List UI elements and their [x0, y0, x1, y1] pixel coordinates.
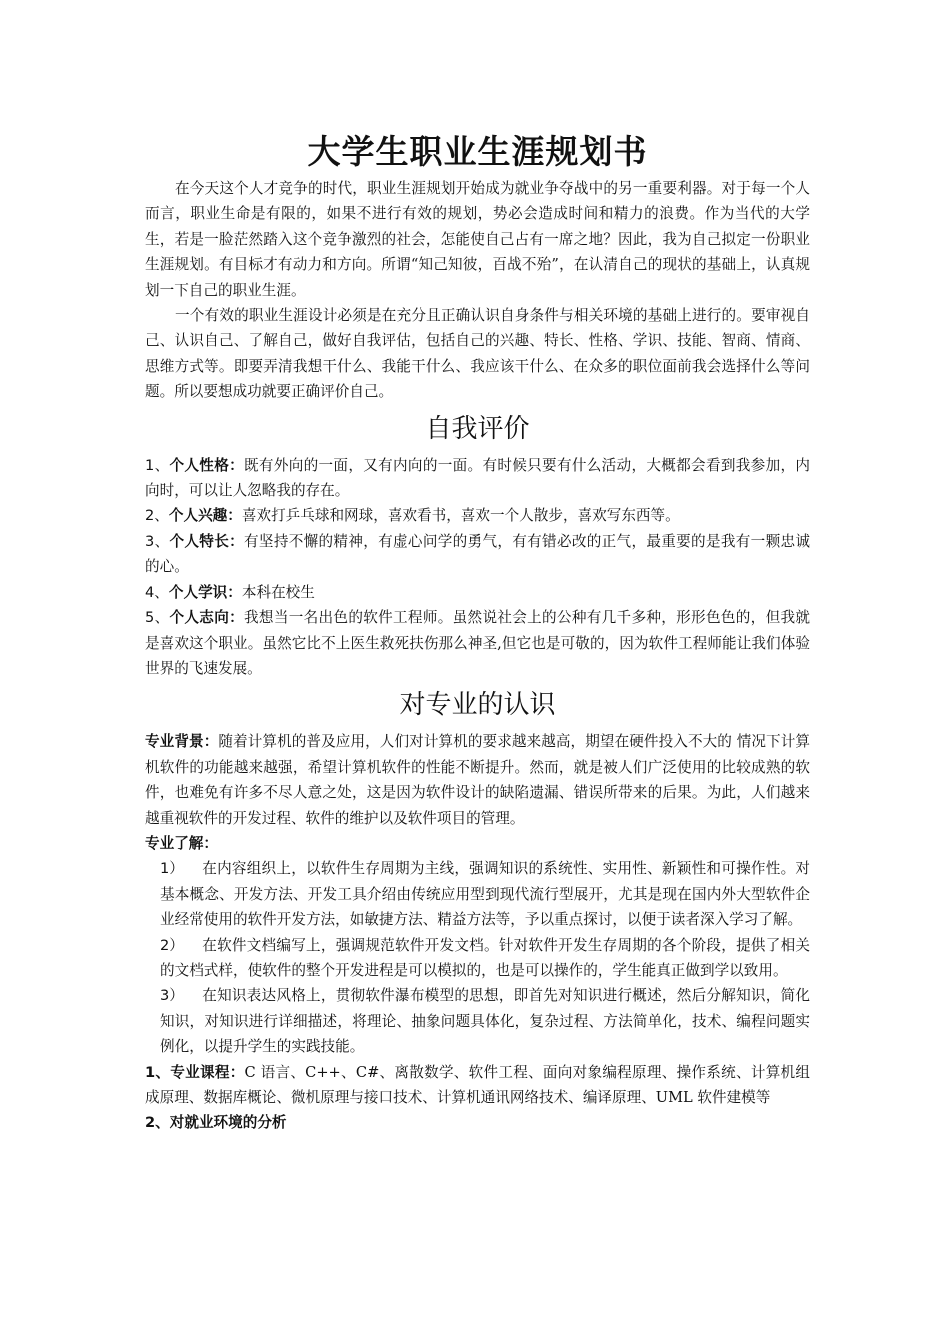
label-colon: ：: [203, 834, 218, 852]
item-number: 5、: [145, 609, 170, 627]
list-marker: 1）: [160, 860, 184, 878]
self-eval-item: [145, 605, 810, 681]
item-text: 既有外向的一面，又有内向的一面。有时候只要有什么活动，大概都会看到我参加，内向时，可以让人忽略我的存在。: [145, 456, 810, 500]
label-colon: ：: [229, 1063, 245, 1081]
item-text: 喜欢打乒乓球和网球，喜欢看书，喜欢一个人散步，喜欢写东西等。: [241, 507, 680, 525]
self-eval-item: [145, 453, 810, 504]
env-heading: [145, 1110, 810, 1135]
major-background: [145, 729, 810, 831]
item-label: 个人特长: [169, 532, 230, 550]
courses-number: 1、: [145, 1063, 171, 1081]
background-text: 随着计算机的普及应用，人们对计算机的要求越来越高，期望在硬件投入不大的 情况下计算机软件的功能越来越强，希望计算机软件的性能不断提升。然而，就是被人们广泛使用的比较成熟的软件，也难免有许多不尽人意之处，这是因为软件设计的缺陷遗漏、错误所带来的后果。为此，人们越来越重视软件的开发过程、软件的维护以及软件项目的管理。: [145, 733, 810, 827]
item-number: 1、: [145, 456, 170, 474]
item-text: 有坚持不懈的精神，有虚心问学的勇气，有有错必改的正气，最重要的是我有一颗忠诚的心。: [145, 532, 810, 576]
item-number: 2、: [145, 507, 169, 525]
intro-paragraph-1: 在今天这个人才竞争的时代，职业生涯规划开始成为就业争夺战中的另一重要利器。对于每一个人而言，职业生命是有限的，如果不进行有效的规划，势必会造成时间和精力的浪费。作为当代的大学生，若是一脸茫然踏入这个竞争激烈的社会，怎能使自己占有一席之地？因此，我为自己拟定一份职业生涯规划。有目标才有动力和方向。所谓“知己知彼，百战不殆”，在认清自己的现状的基础上，认真规划一下自己的职业生涯。: [145, 180, 810, 299]
item-label: 个人学识: [168, 583, 228, 601]
item-number: 4、: [145, 583, 169, 601]
document-body: [145, 128, 810, 1136]
item-label: 个人志向: [169, 609, 230, 627]
self-eval-item: [145, 503, 810, 528]
list-marker: 3）: [160, 987, 184, 1005]
major-understand-heading: [145, 831, 810, 856]
label-colon: ：: [229, 456, 245, 474]
list-item: [160, 933, 810, 984]
item-text: 本科在校生: [241, 583, 315, 601]
env-label: 对就业环境的分析: [169, 1114, 287, 1132]
list-item: [160, 983, 810, 1059]
list-item-text: 在软件文档编写上，强调规范软件开发文档。针对软件开发生存周期的各个阶段，提供了相关的文档式样，使软件的整个开发进程是可以模拟的，也是可以操作的，学生能真正做到学以致用。: [160, 936, 810, 979]
label-colon: ：: [227, 507, 242, 525]
item-label: 个人性格: [169, 456, 230, 474]
background-label: 专业背景: [145, 733, 204, 751]
label-colon: ：: [229, 532, 245, 550]
label-colon: ：: [227, 583, 242, 601]
item-label: 个人兴趣: [168, 507, 228, 525]
item-number: 3、: [145, 532, 170, 550]
list-marker: 2）: [160, 936, 184, 954]
section-heading-self-eval: 自我评价: [425, 413, 530, 444]
list-item-text: 在内容组织上，以软件生存周期为主线，强调知识的系统性、实用性、新颖性和可操作性。对基本概念、开发方法、开发工具介绍由传统应用型到现代流行型展开，尤其是现在国内外大型软件企业经常使用的软件开发方法，如敏捷方法、精益方法等，予以重点探讨，以便于读者深入学习了解。: [160, 860, 810, 929]
understand-list: [145, 856, 810, 1059]
label-colon: ：: [203, 733, 219, 751]
self-eval-item: [145, 529, 810, 580]
list-item: [160, 856, 810, 932]
document-title: 大学生职业生涯规划书: [307, 132, 648, 171]
intro-paragraph-2: 一个有效的职业生涯设计必须是在充分且正确认识自身条件与相关环境的基础上进行的。要审视自己、认识自己、了解自己，做好自我评估，包括自己的兴趣、特长、性格、学识、技能、智商、情商、思维方式等。即要弄清我想干什么、我能干什么、我应该干什么、在众多的职位面前我会选择什么等问题。所以要想成功就要正确评价自己。: [145, 307, 810, 401]
self-eval-item: [145, 580, 810, 605]
courses-text: C 语言、C++、C#、离散数学、软件工程、面向对象编程原理、操作系统、计算机组成原理、数据库概论、微机原理与接口技术、计算机通讯网络技术、编译原理、UML 软件建模等: [145, 1063, 810, 1106]
section-heading-major: 对专业的认识: [399, 690, 556, 721]
understand-label: 专业了解: [145, 834, 204, 852]
list-item-text: 在知识表达风格上，贯彻软件瀑布模型的思想，即首先对知识进行概述，然后分解知识，简化知识，对知识进行详细描述，将理论、抽象问题具体化，复杂过程、方法简单化，技术、编程问题实例化，以提升学生的实践技能。: [160, 987, 810, 1056]
courses-label: 专业课程: [170, 1063, 230, 1081]
label-colon: ：: [229, 609, 245, 627]
courses-paragraph: [145, 1060, 810, 1111]
env-number: 2、: [145, 1114, 170, 1132]
item-text: 我想当一名出色的软件工程师。虽然说社会上的公种有几千多种，形形色色的，但我就是喜欢这个职业。虽然它比不上医生救死扶伤那么神圣,但它也是可敬的，因为软件工程师能让我们体验世界的飞速发展。: [145, 609, 810, 677]
